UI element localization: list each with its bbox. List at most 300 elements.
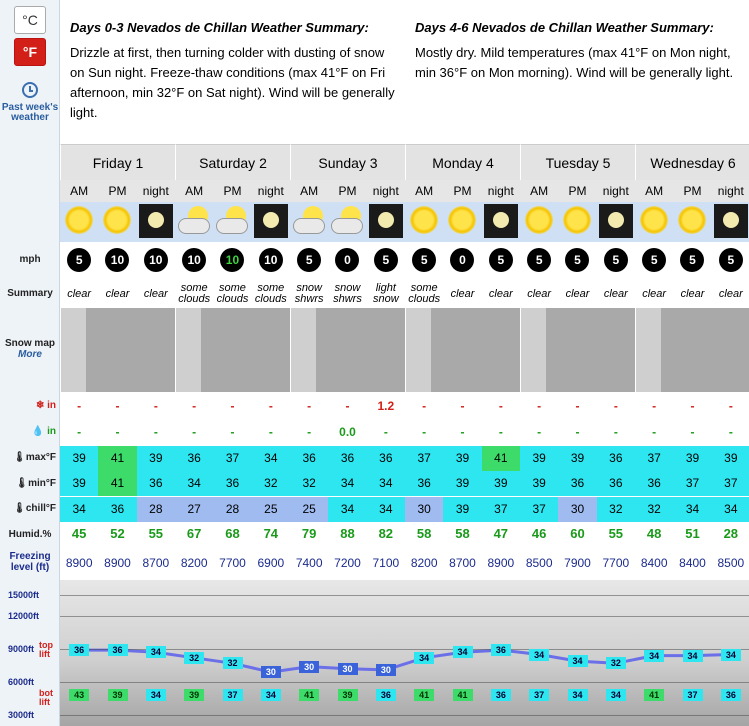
summary-cell: clear: [565, 287, 590, 300]
humidity-cell: 28: [723, 526, 739, 541]
thermometer-icon: 🌡: [13, 452, 26, 463]
humidity-cell: 48: [646, 526, 662, 541]
weather-icon-cell: [213, 202, 251, 242]
snow-cell: -: [613, 399, 618, 413]
bot-lift-temp-badge: 39: [108, 689, 128, 701]
weather-icon-cell: [175, 202, 213, 242]
rain-row-label: 💧 in: [31, 426, 56, 437]
period-label: night: [137, 180, 175, 202]
bot-lift-temp-badge: 36: [721, 689, 741, 701]
sun-icon: [65, 206, 93, 234]
top-lift-temp-badge: 36: [491, 644, 511, 656]
rain-cell: -: [422, 425, 427, 439]
top-lift-temp-badge: 30: [261, 666, 281, 678]
wind-arrow-icon: 10: [182, 248, 206, 272]
wind-arrow-icon: 5: [527, 248, 551, 272]
freezing-level-cell: 8700: [449, 556, 476, 570]
summary-cell: clear: [527, 287, 552, 300]
min-temp-cell: 36: [635, 471, 673, 496]
top-lift-temp-badge: 34: [644, 650, 664, 662]
humidity-row-label: Humid.%: [8, 529, 52, 540]
rain-cell: -: [192, 425, 197, 439]
max-row-label: 🌡max°F: [13, 452, 56, 463]
wind-cell: [175, 244, 213, 278]
rain-cell: -: [383, 425, 388, 439]
wind-cell: [137, 244, 175, 278]
summary-cell: some clouds: [408, 282, 441, 305]
summary-days-4-6: [405, 0, 749, 140]
max-temp-cell: 36: [328, 446, 366, 471]
snow-cell: -: [460, 399, 465, 413]
bot-lift-temp-badge: 41: [453, 689, 473, 701]
min-temp-cell: 37: [673, 471, 711, 496]
chill-temp-cell: 30: [558, 497, 596, 522]
thermometer-icon: 🌡: [15, 478, 29, 489]
wind-cell: [558, 244, 596, 278]
wind-arrow-icon: 5: [489, 248, 513, 272]
humidity-cell: 74: [263, 526, 279, 541]
min-temp-cell: 34: [367, 471, 405, 496]
weather-icon-cell: [635, 202, 673, 242]
top-lift-temp-badge: 36: [108, 644, 128, 656]
wind-cell: [405, 244, 443, 278]
chill-temp-cell: 36: [98, 497, 136, 522]
max-temp-cell: 36: [367, 446, 405, 471]
snow-map-more-link[interactable]: More: [18, 349, 42, 360]
summary-cell: clear: [143, 287, 168, 300]
weather-icon-cell: [712, 202, 749, 242]
max-temp-cell: 36: [175, 446, 213, 471]
snow-cell: -: [422, 399, 427, 413]
snow-cell: -: [307, 399, 312, 413]
period-label: night: [482, 180, 520, 202]
rain-cell: -: [230, 425, 235, 439]
wind-arrow-icon: 5: [719, 248, 743, 272]
altitude-label: 6000ft: [8, 677, 35, 687]
summary-cell: clear: [603, 287, 628, 300]
summary-cell: clear: [488, 287, 513, 300]
min-temp-cell: 34: [328, 471, 366, 496]
wind-arrow-icon: 0: [335, 248, 359, 272]
altitude-label: 15000ft: [8, 590, 40, 600]
fahrenheit-toggle[interactable]: °F: [14, 38, 46, 66]
min-row-label: 🌡min°F: [15, 478, 56, 489]
rain-cell: -: [153, 425, 158, 439]
snow-cell: -: [77, 399, 82, 413]
wind-cell: [328, 244, 366, 278]
rain-cell: -: [115, 425, 120, 439]
weather-icon-cell: [558, 202, 596, 242]
freezing-level-cell: 8200: [180, 556, 208, 570]
weather-icon-cell: [328, 202, 366, 242]
wind-cell: [712, 244, 749, 278]
min-temp-cell: 39: [443, 471, 481, 496]
snow-map-image[interactable]: [290, 308, 405, 392]
top-lift-temp-badge: 30: [299, 661, 319, 673]
bot-lift-temp-badge: 41: [414, 689, 434, 701]
chill-temp-cell: 30: [405, 497, 443, 522]
max-temp-cell: 41: [98, 446, 136, 471]
top-lift-temp-badge: 34: [453, 646, 473, 658]
wind-cell: [520, 244, 558, 278]
freezing-level-cell: 6900: [257, 556, 285, 570]
celsius-toggle[interactable]: °C: [14, 6, 46, 34]
bot-lift-temp-badge: 37: [529, 689, 549, 701]
rain-cell: -: [460, 425, 465, 439]
summary-cell: clear: [67, 287, 92, 300]
snow-cell: -: [268, 399, 273, 413]
humidity-cell: 82: [378, 526, 394, 541]
snow-cell: -: [498, 399, 503, 413]
summary-cell: clear: [680, 287, 705, 300]
wind-arrow-icon: 5: [680, 248, 704, 272]
summary-text: Mostly dry. Mild temperatures (max 41°F on Mon night, min 36°F on Mon morning). Wind will be generally light.: [415, 45, 734, 80]
bot-lift-temp-badge: 34: [568, 689, 588, 701]
rain-cell: -: [690, 425, 695, 439]
freezing-level-cell: 8500: [525, 556, 553, 570]
wind-arrow-icon: 5: [565, 248, 589, 272]
humidity-cell: 58: [455, 526, 470, 541]
snow-cell: -: [192, 399, 197, 413]
max-temp-cell: 36: [290, 446, 328, 471]
period-label: AM: [175, 180, 213, 202]
top-lift-temp-badge: 30: [376, 664, 396, 676]
chill-temp-cell: 25: [252, 497, 290, 522]
period-label: PM: [98, 180, 136, 202]
altitude-gridline: [60, 595, 749, 596]
period-label: AM: [635, 180, 673, 202]
top-lift-temp-badge: 32: [184, 652, 204, 664]
chill-temp-cell: 27: [175, 497, 213, 522]
wind-cell: [60, 244, 98, 278]
min-temp-cell: 36: [558, 471, 596, 496]
min-temp-cell: 32: [252, 471, 290, 496]
clock-icon: [22, 82, 38, 98]
period-label: PM: [558, 180, 596, 202]
top-lift-temp-badge: 34: [721, 649, 741, 661]
period-label: PM: [328, 180, 366, 202]
chill-temp-cell: 34: [673, 497, 711, 522]
snow-map-image[interactable]: [175, 308, 290, 392]
summary-cell: snow shwrs: [333, 282, 362, 305]
wind-arrow-icon: 10: [144, 248, 168, 272]
freezing-level-cell: 7400: [295, 556, 323, 570]
summary-title: Days 0-3 Nevados de Chillan Weather Summary:: [70, 20, 369, 35]
snow-cell: -: [652, 399, 657, 413]
summary-row-label: Summary: [7, 288, 53, 299]
period-label: AM: [520, 180, 558, 202]
min-temp-cell: 39: [520, 471, 558, 496]
top-lift-label: top lift: [39, 640, 53, 659]
top-lift-temp-badge: 32: [223, 657, 243, 669]
chill-temp-cell: 34: [367, 497, 405, 522]
chill-temp-cell: 32: [597, 497, 635, 522]
top-lift-temp-badge: 32: [606, 657, 626, 669]
freezing-level-cell: 8400: [640, 556, 668, 570]
rain-cell: 0.0: [339, 425, 356, 439]
wind-cell: [213, 244, 251, 278]
day-header[interactable]: Sunday 3: [290, 144, 405, 180]
left-sidebar: [0, 0, 60, 726]
snow-row-label: ❄ in: [35, 400, 56, 411]
freezing-level-cell: 7900: [564, 556, 591, 570]
min-temp-cell: 39: [60, 471, 98, 496]
weather-icon-cell: [137, 202, 175, 242]
humidity-cell: 79: [301, 526, 317, 541]
sun-icon: [563, 206, 591, 234]
max-temp-cell: 41: [482, 446, 520, 471]
max-temp-cell: 37: [635, 446, 673, 471]
weather-icon-cell: [367, 202, 405, 242]
summary-cell: clear: [450, 287, 475, 300]
humidity-cell: 45: [71, 526, 87, 541]
bot-lift-temp-badge: 41: [644, 689, 664, 701]
period-label: AM: [290, 180, 328, 202]
min-temp-cell: 36: [597, 471, 635, 496]
top-lift-temp-badge: 34: [414, 652, 434, 664]
freezing-level-cell: 8700: [142, 556, 170, 570]
wind-arrow-icon: 5: [297, 248, 321, 272]
period-label: PM: [673, 180, 711, 202]
wind-cell: [673, 244, 711, 278]
altitude-gridline: [60, 616, 749, 617]
day-header[interactable]: Monday 4: [405, 144, 520, 180]
cloud-sun-icon: [293, 206, 325, 236]
top-lift-temp-badge: 36: [69, 644, 89, 656]
min-temp-cell: 34: [175, 471, 213, 496]
bot-lift-temp-badge: 39: [184, 689, 204, 701]
freezing-level-line: [79, 650, 731, 672]
max-temp-cell: 37: [405, 446, 443, 471]
moon-icon: [139, 204, 173, 238]
freezing-level-cell: 8400: [679, 556, 706, 570]
rain-cell: -: [77, 425, 82, 439]
max-temp-cell: 34: [252, 446, 290, 471]
weather-icon-cell: [252, 202, 290, 242]
rain-cell: -: [613, 425, 618, 439]
chill-temp-cell: 34: [328, 497, 366, 522]
snow-map-image[interactable]: [635, 308, 749, 392]
humidity-cell: 47: [493, 526, 509, 541]
freezing-level-cell: 8900: [65, 556, 93, 570]
summary-cell: clear: [718, 287, 743, 300]
rain-cell: -: [537, 425, 542, 439]
wind-row-label: mph: [19, 254, 41, 265]
bot-lift-temp-badge: 36: [376, 689, 396, 701]
day-header[interactable]: Friday 1: [60, 144, 175, 180]
summary-title: Days 4-6 Nevados de Chillan Weather Summary:: [415, 20, 714, 35]
snow-cell: -: [690, 399, 695, 413]
top-lift-temp-badge: 34: [146, 646, 166, 658]
snow-cell: -: [575, 399, 580, 413]
snow-map-image[interactable]: [405, 308, 520, 392]
summary-cell: some clouds: [254, 282, 287, 305]
max-temp-cell: 39: [673, 446, 711, 471]
summary-days-0-3: [60, 0, 405, 140]
snowflake-icon: ❄: [35, 400, 48, 411]
wind-cell: [252, 244, 290, 278]
min-temp-cell: 41: [98, 471, 136, 496]
min-temp-cell: 36: [213, 471, 251, 496]
max-temp-cell: 36: [597, 446, 635, 471]
day-header[interactable]: Saturday 2: [175, 144, 290, 180]
freezing-level-cell: 7100: [372, 556, 400, 570]
wind-cell: [367, 244, 405, 278]
humidity-cell: 55: [148, 526, 164, 541]
summary-cell: light snow: [372, 282, 399, 305]
humidity-cell: 68: [225, 526, 240, 541]
freezing-level-cell: 8500: [717, 556, 745, 570]
altitude-label: 3000ft: [8, 710, 35, 720]
weather-icon-cell: [597, 202, 635, 242]
chill-temp-cell: 25: [290, 497, 328, 522]
altitude-gridline: [60, 682, 749, 683]
max-temp-cell: 39: [520, 446, 558, 471]
humidity-cell: 67: [186, 526, 202, 541]
summary-text: Drizzle at first, then turning colder with dusting of snow on Sun night. Freeze-thaw conditions (max 41°F on Fri afternoon, min 32°F on Sat night). Wind will be generally light.: [70, 45, 395, 120]
raindrop-icon: 💧: [31, 426, 48, 437]
snow-cell: -: [728, 399, 733, 413]
chill-temp-cell: 37: [520, 497, 558, 522]
freezing-level-cell: 8900: [487, 556, 515, 570]
humidity-cell: 51: [685, 526, 700, 541]
rain-cell: -: [575, 425, 580, 439]
summary-cell: clear: [105, 287, 130, 300]
max-temp-cell: 39: [137, 446, 175, 471]
rain-cell: -: [268, 425, 273, 439]
max-temp-cell: 39: [443, 446, 481, 471]
period-label: night: [597, 180, 635, 202]
moon-icon: [714, 204, 748, 238]
snow-cell: -: [115, 399, 120, 413]
freezing-level-cell: 8900: [104, 556, 131, 570]
rain-cell: -: [307, 425, 312, 439]
freezing-level-cell: 7700: [602, 556, 630, 570]
past-weather-link[interactable]: [0, 82, 60, 123]
bot-lift-label: bot lift: [39, 688, 53, 707]
snow-cell: 1.2: [377, 399, 395, 413]
top-lift-temp-badge: 34: [683, 650, 703, 662]
cloud-sun-icon: [331, 206, 363, 236]
snow-cell: -: [153, 399, 158, 413]
bot-lift-temp-badge: 37: [683, 689, 703, 701]
moon-icon: [254, 204, 288, 238]
max-temp-cell: 37: [213, 446, 251, 471]
bot-lift-temp-badge: 36: [491, 689, 511, 701]
wind-arrow-icon: 10: [259, 248, 283, 272]
snow-map-image[interactable]: [520, 308, 635, 392]
chill-temp-cell: 34: [712, 497, 749, 522]
humidity-cell: 55: [608, 526, 624, 541]
period-label: AM: [405, 180, 443, 202]
snow-cell: -: [345, 399, 350, 413]
wind-arrow-icon: 5: [374, 248, 398, 272]
humidity-cell: 46: [531, 526, 547, 541]
chill-temp-cell: 39: [443, 497, 481, 522]
top-lift-temp-badge: 34: [568, 655, 588, 667]
weather-icon-cell: [98, 202, 136, 242]
chill-row-label: 🌡chill°F: [13, 503, 56, 514]
sun-icon: [448, 206, 476, 234]
weather-icon-cell: [290, 202, 328, 242]
top-lift-temp-badge: 30: [338, 663, 358, 675]
sun-icon: [410, 206, 438, 234]
chill-temp-cell: 32: [635, 497, 673, 522]
period-label: PM: [443, 180, 481, 202]
humidity-cell: 60: [570, 526, 585, 541]
period-label: night: [252, 180, 290, 202]
bot-lift-temp-badge: 34: [261, 689, 281, 701]
cloud-sun-icon: [178, 206, 210, 236]
bot-lift-temp-badge: 34: [146, 689, 166, 701]
rain-cell: -: [652, 425, 657, 439]
period-label: PM: [213, 180, 251, 202]
period-label: AM: [60, 180, 98, 202]
snow-cell: -: [230, 399, 235, 413]
day-header[interactable]: Tuesday 5: [520, 144, 635, 180]
bot-lift-temp-badge: 37: [223, 689, 243, 701]
past-weather-label: Past week's weather: [1, 102, 59, 123]
cloud-sun-icon: [216, 206, 248, 236]
moon-icon: [599, 204, 633, 238]
wind-cell: [597, 244, 635, 278]
summary-cell: clear: [642, 287, 667, 300]
thermometer-icon: 🌡: [13, 503, 26, 514]
wind-arrow-icon: 5: [604, 248, 628, 272]
altitude-label: 12000ft: [8, 611, 40, 621]
wind-cell: [98, 244, 136, 278]
altitude-label: 9000ft: [8, 644, 35, 654]
weather-icon-cell: [673, 202, 711, 242]
wind-cell: [290, 244, 328, 278]
chill-temp-cell: 34: [60, 497, 98, 522]
wind-arrow-icon: 5: [67, 248, 91, 272]
sun-icon: [525, 206, 553, 234]
chill-temp-cell: 28: [137, 497, 175, 522]
humidity-cell: 58: [416, 526, 432, 541]
freezing-level-chart: [60, 580, 749, 726]
snow-map-image[interactable]: [60, 308, 175, 392]
sun-icon: [640, 206, 668, 234]
sun-icon: [103, 206, 131, 234]
wind-arrow-icon: 5: [642, 248, 666, 272]
summary-cell: some clouds: [216, 282, 249, 305]
snow-map-title: Snow map: [4, 338, 55, 349]
freezing-row-label: Freezing level (ft): [9, 551, 51, 573]
freezing-level-cell: 7700: [219, 556, 246, 570]
rain-cell: -: [498, 425, 503, 439]
period-label: night: [712, 180, 749, 202]
max-temp-cell: 39: [712, 446, 749, 471]
min-temp-cell: 32: [290, 471, 328, 496]
altitude-gridline: [60, 715, 749, 716]
min-temp-cell: 37: [712, 471, 749, 496]
bot-lift-temp-badge: 41: [299, 689, 319, 701]
freezing-level-cell: 7200: [334, 556, 361, 570]
period-label: night: [367, 180, 405, 202]
snow-map-label: [0, 338, 60, 360]
wind-arrow-icon: 5: [412, 248, 436, 272]
min-temp-cell: 39: [482, 471, 520, 496]
wind-arrow-icon: 10: [220, 248, 244, 272]
weather-icon-cell: [482, 202, 520, 242]
humidity-cell: 52: [110, 526, 125, 541]
weather-icon-cell: [520, 202, 558, 242]
max-temp-cell: 39: [60, 446, 98, 471]
bot-lift-temp-badge: 43: [69, 689, 89, 701]
day-header[interactable]: Wednesday 6: [635, 144, 749, 180]
summary-cell: snow shwrs: [294, 282, 324, 305]
